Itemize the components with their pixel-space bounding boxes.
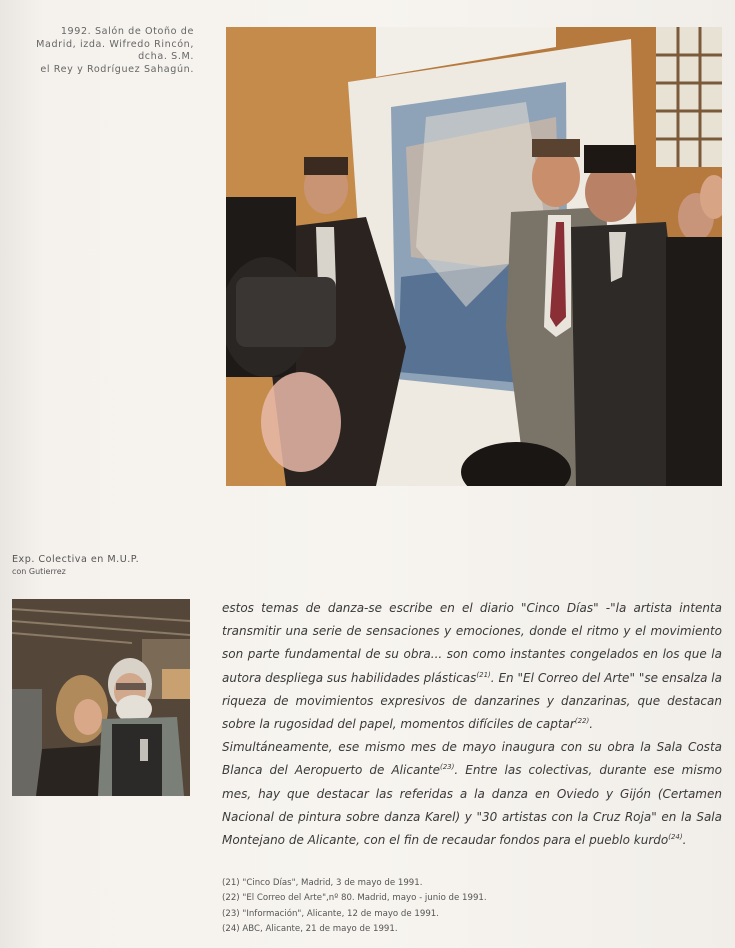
footnote: (21) "Cinco Días", Madrid, 3 de mayo de 1991. — [222, 878, 423, 888]
small-photo-caption — [12, 554, 182, 578]
footnote: (24) ABC, Alicante, 21 de mayo de 1991. — [222, 924, 398, 935]
main-photo-caption — [18, 26, 194, 76]
footnote: (23) "Información", Alicante, 12 de mayo de 1991. — [222, 908, 439, 919]
footnote-ref: (24) — [668, 833, 683, 842]
small-photo — [12, 599, 190, 796]
footnote-ref: (22) — [574, 717, 590, 726]
text-run: Simultáneamente, ese mismo mes de mayo inaugura con su obra la Sala Costa Blanca del Aeropuerto de Alicante — [222, 740, 722, 778]
main-photo — [226, 27, 722, 486]
footnote-ref: (23) — [440, 763, 455, 772]
footnotes — [222, 876, 702, 938]
text-run: . — [682, 833, 687, 848]
text-run: . — [589, 717, 594, 732]
caption-line: dcha. S.M. — [138, 51, 194, 62]
body-text — [222, 597, 722, 852]
text-run: estos temas de danza-se escribe en el diario "Cinco Días" -"la artista intenta transmitir una serie de sensaciones y emociones, donde el ritmo y el movimiento son parte fundamental de su obra... son como instantes congelados en los que la autora despliega sus habilidades plásticas — [222, 601, 722, 685]
caption-line: 1992. Salón de Otoño de — [60, 26, 194, 37]
text-run: . En "El Correo del Arte" "se ensalza la riqueza de movimientos expresivos de danzarines y danzarinas, que destacan sobre la rugosidad del papel, momentos difíciles de captar — [222, 670, 722, 732]
caption-line: Exp. Colectiva en M.U.P. — [12, 554, 140, 565]
body-paragraph — [222, 597, 722, 736]
caption-line: el Rey y Rodríguez Sahagún. — [40, 63, 194, 75]
caption-line: Madrid, izda. Wifredo Rincón, — [36, 38, 194, 50]
footnote-ref: (21) — [476, 670, 491, 679]
footnote: (22) "El Correo del Arte",nº 80. Madrid, mayo - junio de 1991. — [222, 893, 487, 904]
body-paragraph — [222, 736, 722, 852]
caption-line: con Gutierrez — [12, 567, 66, 576]
text-run: . Entre las colectivas, durante ese mismo mes, hay que destacar las referidas a la danza en Oviedo y Gijón (Certamen Nacional de pintura sobre danza Karel) y "30 artistas con la Cruz Roja" en la Sala Montejano de Alicante, con el fin de recaudar fondos para el pueblo kurdo — [222, 763, 722, 848]
